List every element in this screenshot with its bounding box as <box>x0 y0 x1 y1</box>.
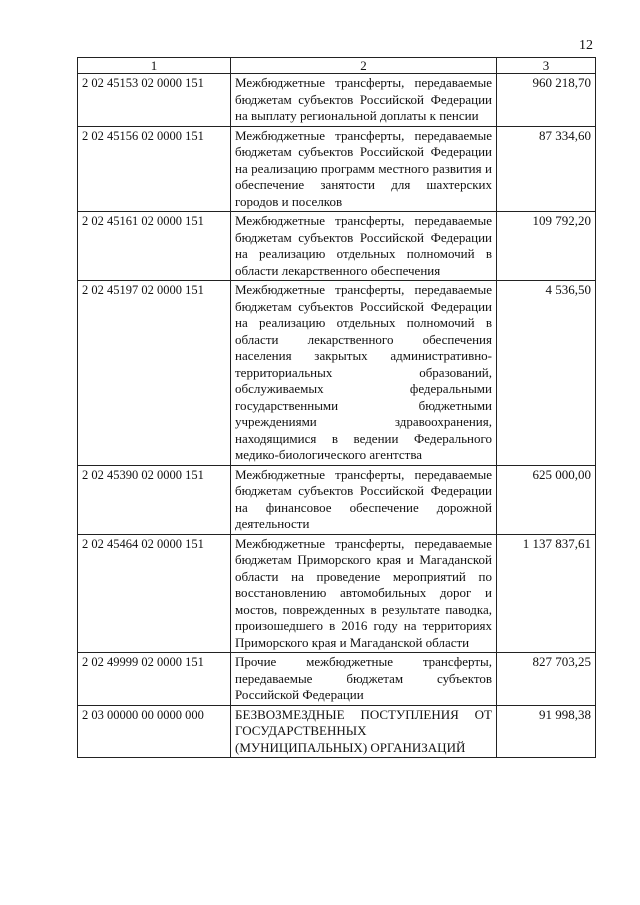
row-amount: 1 137 837,61 <box>497 534 596 653</box>
row-code: 2 02 45390 02 0000 151 <box>78 465 231 534</box>
row-code: 2 02 49999 02 0000 151 <box>78 653 231 706</box>
column-header-name: 2 <box>231 58 497 74</box>
table-row <box>78 465 596 534</box>
row-amount: 109 792,20 <box>497 212 596 281</box>
row-code: 2 02 45161 02 0000 151 <box>78 212 231 281</box>
column-header-code: 1 <box>78 58 231 74</box>
table-row <box>78 126 596 212</box>
row-code: 2 02 45153 02 0000 151 <box>78 74 231 127</box>
table-row <box>78 653 596 706</box>
row-name: Прочие межбюджетные трансферты, передаваемые бюджетам субъектов Российской Федерации <box>231 653 497 706</box>
row-name: Межбюджетные трансферты, передаваемые бюджетам Приморского края и Магаданской области на проведение мероприятий по восстановлению автомобильных дорог и мостов, поврежденных в результате паводка, произошедшего в 2016 году на территориях Приморского края и Магаданской области <box>231 534 497 653</box>
row-amount: 4 536,50 <box>497 281 596 466</box>
row-amount: 91 998,38 <box>497 705 596 758</box>
row-code: 2 02 45197 02 0000 151 <box>78 281 231 466</box>
page-number: 12 <box>579 38 593 53</box>
row-amount: 87 334,60 <box>497 126 596 212</box>
row-amount: 625 000,00 <box>497 465 596 534</box>
table-row <box>78 74 596 127</box>
table-row <box>78 212 596 281</box>
row-name: БЕЗВОЗМЕЗДНЫЕ ПОСТУПЛЕНИЯ ОТ ГОСУДАРСТВЕННЫХ (МУНИЦИПАЛЬНЫХ) ОРГАНИЗАЦИЙ <box>231 705 497 758</box>
table-header-row <box>78 58 596 74</box>
row-amount: 827 703,25 <box>497 653 596 706</box>
budget-table <box>77 57 596 758</box>
table-row <box>78 281 596 466</box>
row-code: 2 02 45156 02 0000 151 <box>78 126 231 212</box>
table-row <box>78 534 596 653</box>
row-name: Межбюджетные трансферты, передаваемые бюджетам субъектов Российской Федерации на реализацию программ местного развития и обеспечение занятости для шахтерских городов и поселков <box>231 126 497 212</box>
row-name: Межбюджетные трансферты, передаваемые бюджетам субъектов Российской Федерации на реализацию отдельных полномочий в области лекарственного обеспечения <box>231 212 497 281</box>
row-name: Межбюджетные трансферты, передаваемые бюджетам субъектов Российской Федерации на финансовое обеспечение дорожной деятельности <box>231 465 497 534</box>
row-name: Межбюджетные трансферты, передаваемые бюджетам субъектов Российской Федерации на реализацию отдельных полномочий в области лекарственного обеспечения населения закрытых административно-территориальных образований, обслуживаемых федеральными государственными бюджетными учреждениями здравоохранения, находящимися в ведении Федерального медико-биологического агентства <box>231 281 497 466</box>
row-code: 2 02 45464 02 0000 151 <box>78 534 231 653</box>
row-amount: 960 218,70 <box>497 74 596 127</box>
row-code: 2 03 00000 00 0000 000 <box>78 705 231 758</box>
column-header-amount: 3 <box>497 58 596 74</box>
table-row <box>78 705 596 758</box>
row-name: Межбюджетные трансферты, передаваемые бюджетам субъектов Российской Федерации на выплату региональной доплаты к пенсии <box>231 74 497 127</box>
